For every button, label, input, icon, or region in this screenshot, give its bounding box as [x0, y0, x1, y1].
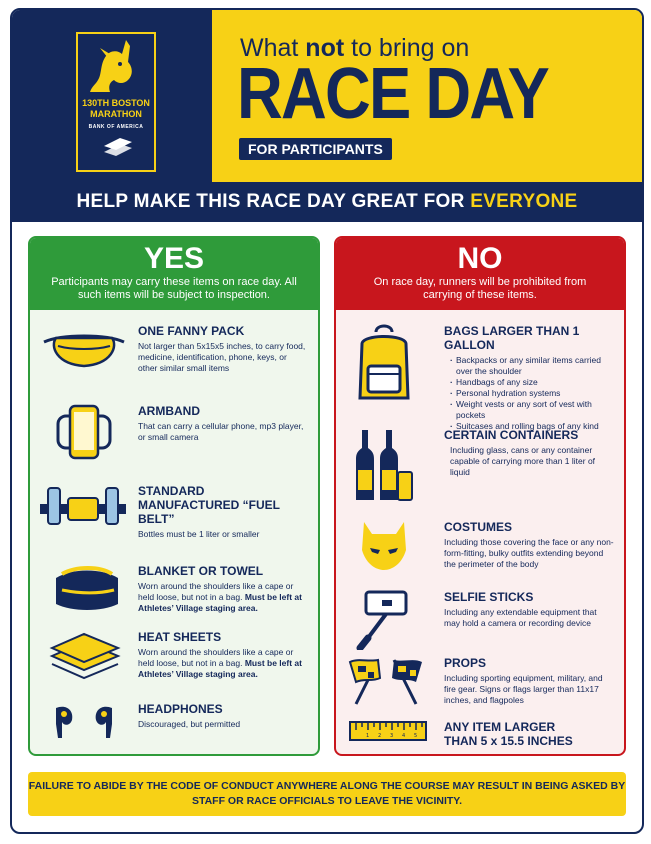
item-description: Including sporting equipment, military, and fire gear. Signs or flags larger than 11x17 inches, and flagpoles — [444, 673, 603, 705]
ruler-mark: 5 — [414, 733, 418, 739]
item-title: STANDARD MANUFACTURED “FUEL BELT” — [138, 484, 280, 526]
header-pre-c: to bring on — [344, 34, 470, 62]
item-desc-plain: Worn around the shoulders like a cape or held loose, but not in a bag. — [138, 581, 294, 602]
item-desc-bold: Must be left at Athletes’ Village staging area. — [138, 592, 302, 613]
ruler-icon — [348, 720, 428, 742]
no-header — [336, 238, 624, 310]
logo-sponsor: BANK OF AMERICA — [88, 124, 144, 130]
item-title: ARMBAND — [138, 404, 200, 418]
ruler-mark: 4 — [402, 733, 406, 739]
no-title: NO — [457, 242, 503, 275]
item-description: Bottles must be 1 liter or smaller — [138, 529, 260, 539]
blanket-icon — [42, 564, 126, 614]
item-title: COSTUMES — [444, 520, 513, 534]
bullet: · Handbags of any size — [450, 377, 614, 388]
no-description: On race day, runners will be prohibited from carrying of these items. — [373, 276, 587, 301]
heat-sheet-icon — [42, 630, 126, 680]
bullet: · Weight vests or any sort of vest with pockets — [450, 399, 614, 421]
header-pre-a: What — [240, 34, 306, 62]
yes-column — [28, 236, 320, 756]
item-description — [138, 581, 308, 614]
banner-highlight: EVERYONE — [470, 191, 578, 212]
item-title: SELFIE STICKS — [444, 590, 534, 604]
armband-icon — [42, 404, 126, 460]
fanny-pack-icon — [42, 324, 126, 374]
yes-header — [30, 238, 318, 310]
bullet: · Suitcases and rolling bags of any kind — [450, 421, 614, 432]
item-desc-bold: Must be left at Athletes’ Village staging area. — [138, 658, 302, 679]
item-title: CERTAIN CONTAINERS — [444, 428, 579, 442]
footer-notice: FAILURE TO ABIDE BY THE CODE OF CONDUCT ANYWHERE ALONG THE COURSE MAY RESULT IN BEING ASKED BY STAFF OR RACE OFFICIALS TO LEAVE THE VICINITY. — [28, 772, 626, 816]
poster — [10, 8, 644, 834]
logo-line-1: 130TH BOSTON — [82, 98, 150, 108]
yes-title: YES — [143, 242, 205, 275]
bottles-icon — [354, 428, 414, 504]
flags-icon — [348, 656, 424, 706]
header-title-panel — [212, 10, 642, 182]
item-title: BLANKET OR TOWEL — [138, 564, 264, 578]
no-column — [334, 236, 626, 756]
audience-badge: FOR PARTICIPANTS — [239, 138, 392, 160]
item-description: Discouraged, but permitted — [138, 719, 241, 729]
yes-description: Participants may carry these items on race day. All such items will be subject to inspection. — [51, 276, 297, 301]
banner-text: HELP MAKE THIS RACE DAY GREAT FOR — [76, 191, 471, 212]
item-desc-plain: Worn around the shoulders like a cape or held loose, but not in a bag. — [138, 647, 294, 668]
item-title: ANY ITEM LARGER THAN 5 x 15.5 INCHES — [444, 720, 573, 748]
header-logo-panel — [12, 10, 212, 182]
mask-icon — [358, 520, 410, 572]
bank-flag-icon — [100, 136, 136, 158]
backpack-icon — [354, 324, 414, 404]
bullet: · Backpacks or any similar items carried over the shoulder — [450, 355, 614, 377]
ruler-mark: 2 — [378, 733, 382, 739]
ruler-mark: 3 — [390, 733, 394, 739]
item-description: Including any extendable equipment that may hold a camera or recording device — [444, 607, 597, 628]
item-description — [138, 647, 308, 680]
selfie-stick-icon — [356, 590, 412, 650]
page-title: RACE DAY — [237, 54, 549, 134]
fuel-belt-icon — [38, 484, 128, 528]
item-title: PROPS — [444, 656, 487, 670]
item-description: Including glass, cans or any container capable of carrying more than 1 liter of liquid — [450, 445, 596, 477]
item-title: HEADPHONES — [138, 702, 223, 716]
headphones-icon — [42, 702, 126, 742]
header-pre-bold: not — [305, 34, 345, 62]
item-bullets — [450, 355, 614, 432]
marathon-logo — [76, 32, 156, 172]
logo-line-2: MARATHON — [90, 109, 142, 119]
unicorn-icon — [88, 38, 144, 96]
item-title: BAGS LARGER THAN 1 GALLON — [444, 324, 580, 352]
banner — [12, 182, 642, 222]
item-description: Including those covering the face or any non-form-fitting, bulky outfits extending beyond the perimeter of the body — [444, 537, 614, 569]
item-title: HEAT SHEETS — [138, 630, 222, 644]
item-title: ONE FANNY PACK — [138, 324, 245, 338]
bullet: · Personal hydration systems — [450, 388, 614, 399]
item-description: That can carry a cellular phone, mp3 player, or small camera — [138, 421, 304, 442]
item-description: Not larger than 5x15x5 inches, to carry food, medicine, identification, phone, keys, or other similar small items — [138, 341, 306, 373]
ruler-mark: 1 — [366, 733, 370, 739]
